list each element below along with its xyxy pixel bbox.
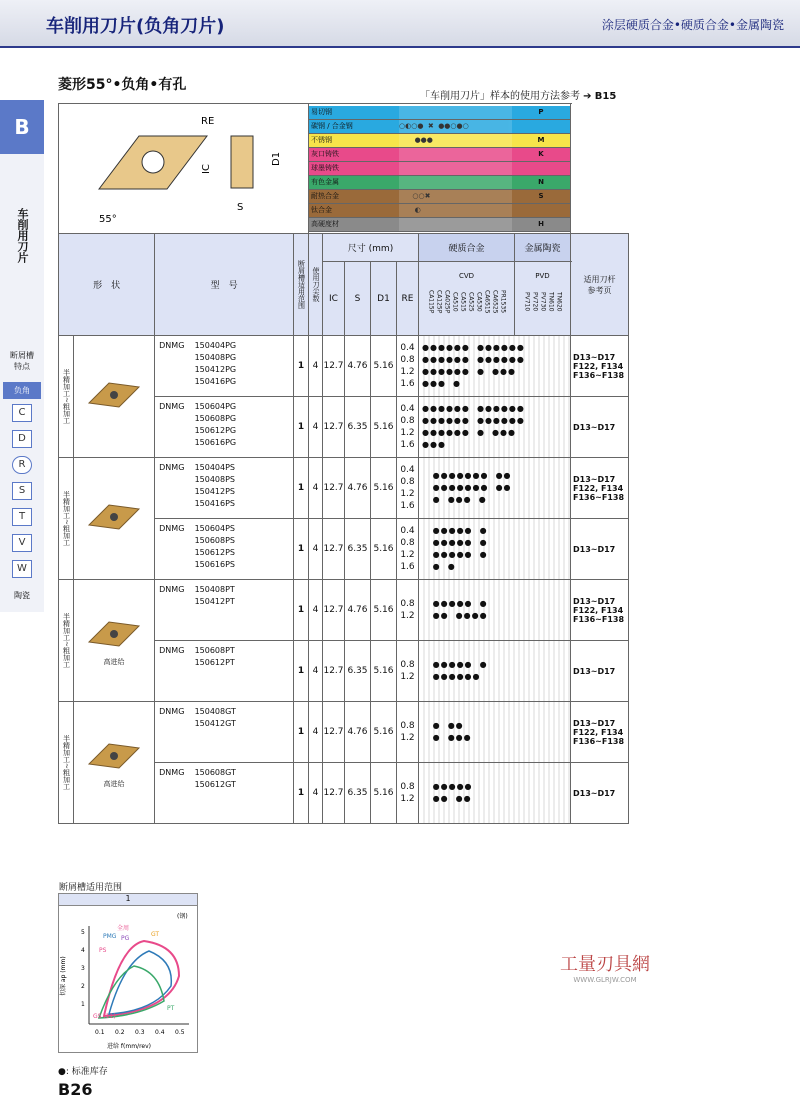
d1-cell: 5.16 — [371, 336, 397, 397]
re-cell: 0.8 1.2 — [397, 641, 419, 702]
material-marks — [399, 162, 512, 175]
machining-label: 半精加工~粗加工 — [59, 702, 74, 824]
holder-cell: D13~D17 F122, F134 F136~F138 — [571, 336, 629, 397]
model-numbers: 150404PS 150408PS 150412PS 150416PS — [194, 463, 236, 508]
material-row — [309, 106, 570, 120]
material-name: 碳钢 / 合金钢 — [309, 120, 399, 133]
edges-cell: 4 — [309, 336, 323, 397]
x-tick-label: 0.3 — [135, 1029, 145, 1036]
holder-cell: D13~D17 F122, F134 F136~F138 — [571, 580, 629, 641]
chart-ylabel: 切深 ap (mm) — [60, 956, 67, 996]
reference-page[interactable]: B15 — [594, 91, 617, 102]
watermark — [540, 950, 670, 984]
col-cermet: 金属陶瓷 — [515, 234, 571, 262]
s-cell: 6.35 — [345, 519, 371, 580]
col-ic: IC — [323, 262, 345, 336]
watermark-url: WWW.GLRJW.COM — [573, 976, 637, 984]
model-cell — [155, 336, 294, 397]
d1-cell: 5.16 — [371, 580, 397, 641]
table-row — [59, 336, 629, 397]
grade-label-group — [419, 280, 514, 326]
re-cell: 0.8 1.2 — [397, 763, 419, 824]
range-cell: 1 — [294, 641, 309, 702]
nav-shape-d[interactable]: D — [12, 430, 32, 448]
col-s: S — [345, 262, 371, 336]
material-code: H — [512, 218, 570, 231]
model-cell — [155, 702, 294, 763]
chart-plot — [59, 906, 197, 1052]
material-name: 有色金属 — [309, 176, 399, 189]
reference-note: 「车削用刀片」样本的使用方法参考 ➔ B15 — [420, 91, 617, 102]
model-cell — [155, 763, 294, 824]
holder-cell: D13~D17 — [571, 763, 629, 824]
series-label: PS — [99, 947, 107, 954]
col-model: 型 号 — [155, 234, 294, 336]
col-edges: 使用刀尖数 — [309, 234, 323, 336]
footer-legend: ●: 标准库存 — [58, 1067, 108, 1077]
page-header — [0, 0, 800, 48]
y-tick-label: 3 — [81, 965, 85, 972]
nav-ceramic[interactable]: 陶瓷 — [14, 591, 30, 600]
material-code: P — [512, 106, 570, 119]
ic-cell: 12.7 — [323, 580, 345, 641]
machining-label: 半精加工~粗加工 — [59, 336, 74, 458]
grade-label: CA025P — [443, 289, 451, 314]
grade-cvd-header — [419, 262, 515, 336]
nav-shape-w[interactable]: W — [12, 560, 32, 578]
d1-cell: 5.16 — [371, 641, 397, 702]
grade-label: CA6525 — [491, 289, 499, 314]
y-tick-label: 5 — [81, 929, 85, 936]
note-label: 高进给 — [103, 780, 125, 788]
grade-label: PV720 — [531, 291, 539, 312]
nav-shape-v[interactable]: V — [12, 534, 32, 552]
model-numbers: 150604PS 150608PS 150612PS 150616PS — [194, 524, 236, 569]
model-numbers: 150608PT 150612PT — [194, 646, 235, 667]
grade-marks-cell: ●●●●● ● ●● ●●●● — [419, 580, 571, 641]
machining-label: 半精加工~粗加工 — [59, 458, 74, 580]
re-cell: 0.4 0.8 1.2 1.6 — [397, 336, 419, 397]
material-row — [309, 190, 570, 204]
material-row — [309, 218, 570, 232]
model-code: DNMG — [159, 768, 185, 777]
series-label: PG — [121, 935, 130, 942]
material-name: 钛合金 — [309, 204, 399, 217]
table-row — [59, 458, 629, 519]
re-cell: 0.8 1.2 — [397, 702, 419, 763]
grade-label: TN610 — [547, 291, 555, 312]
ic-cell: 12.7 — [323, 702, 345, 763]
range-cell: 1 — [294, 336, 309, 397]
series-label: PT — [167, 1005, 175, 1012]
material-row — [309, 176, 570, 190]
chart-xlabel: 进给 f(mm/rev) — [107, 1043, 151, 1050]
y-tick-label: 1 — [81, 1001, 85, 1008]
grade-marks-cell: ●●●●●● ●●●●●● ●●●●●● ●●●●●● ●●●●●● ● ●●● ●●● ● — [419, 336, 571, 397]
nav-chipbreaker[interactable]: 断屑槽 特点 — [10, 351, 34, 371]
insert-image — [73, 702, 154, 824]
grade-label: PV730 — [539, 291, 547, 312]
material-band — [309, 104, 571, 234]
d1-cell: 5.16 — [371, 519, 397, 580]
ic-cell: 12.7 — [323, 458, 345, 519]
grade-marks-cell: ●●●●● ●● ●● — [419, 763, 571, 824]
holder-cell: D13~D17 F122, F134 F136~F138 — [571, 458, 629, 519]
grade-label: CA530 — [475, 291, 483, 312]
material-marks: ○○✖ — [399, 190, 512, 203]
material-code — [512, 120, 570, 133]
angle-label: 55° — [99, 214, 117, 225]
grade-marks-cell: ● ●● ● ●●● — [419, 702, 571, 763]
material-name: 耐热合金 — [309, 190, 399, 203]
page-title: 车削用刀片(负角刀片) — [46, 16, 225, 37]
model-code: DNMG — [159, 585, 185, 594]
material-code — [512, 204, 570, 217]
series-label: 全周 — [117, 925, 130, 932]
col-range: 断屑槽适用范围 — [294, 234, 309, 336]
material-row — [309, 120, 570, 134]
material-marks — [399, 176, 512, 189]
material-row — [309, 162, 570, 176]
model-numbers: 150408GT 150412GT — [194, 707, 236, 728]
material-name: 易切钢 — [309, 106, 399, 119]
chart-unit: (钢) — [177, 913, 188, 920]
s-cell: 4.76 — [345, 702, 371, 763]
grade-label: PR1535 — [499, 289, 507, 314]
nav-negative[interactable]: 负角 — [3, 382, 41, 399]
material-marks: ●●● — [399, 134, 512, 147]
range-cell: 1 — [294, 763, 309, 824]
d1-cell: 5.16 — [371, 763, 397, 824]
edges-cell: 4 — [309, 519, 323, 580]
material-name: 球墨铸铁 — [309, 162, 399, 175]
s-cell: 6.35 — [345, 397, 371, 458]
edges-cell: 4 — [309, 397, 323, 458]
edges-cell: 4 — [309, 702, 323, 763]
side-tab-b[interactable]: B — [0, 100, 44, 154]
material-code: M — [512, 134, 570, 147]
series-label: GT — [151, 931, 160, 938]
series-label: PMG — [103, 933, 117, 940]
s-cell: 4.76 — [345, 580, 371, 641]
holder-cell: D13~D17 — [571, 641, 629, 702]
d1-cell: 5.16 — [371, 458, 397, 519]
s-cell: 4.76 — [345, 458, 371, 519]
d1-cell: 5.16 — [371, 702, 397, 763]
range-cell: 1 — [294, 702, 309, 763]
holder-cell: D13~D17 — [571, 397, 629, 458]
insert-image — [73, 458, 154, 580]
x-tick-label: 0.5 — [175, 1029, 185, 1036]
grade-label: CA515 — [459, 291, 467, 312]
material-marks — [399, 218, 512, 231]
ic-label: IC — [201, 164, 212, 174]
range-cell: 1 — [294, 580, 309, 641]
nav-shape-c[interactable]: C — [12, 404, 32, 422]
d1-cell: 5.16 — [371, 397, 397, 458]
chart-title: 断屑槽适用范围 — [59, 883, 123, 893]
s-cell: 4.76 — [345, 336, 371, 397]
edges-cell: 4 — [309, 580, 323, 641]
holder-cell: D13~D17 F122, F134 F136~F138 — [571, 702, 629, 763]
grade-label: CA525 — [467, 291, 475, 312]
note-label: 高进给 — [103, 658, 125, 666]
footer-page-number: B26 — [58, 1080, 93, 1099]
grade-marks-cell: ●●●●● ● ●●●●●● — [419, 641, 571, 702]
nav-shape-r[interactable]: R — [12, 456, 32, 474]
grade-label: PV710 — [523, 291, 531, 312]
y-tick-label: 2 — [81, 983, 85, 990]
grade-marks-cell: ●●●●● ● ●●●●● ● ●●●●● ● ● ● — [419, 519, 571, 580]
insert-diagram — [59, 104, 309, 234]
insert-image — [73, 580, 154, 702]
material-marks — [399, 106, 512, 119]
table-row — [59, 702, 629, 763]
header-right-text: 涂层硬质合金•硬质合金•金属陶瓷 — [601, 18, 784, 32]
model-code: DNMG — [159, 707, 185, 716]
y-tick-label: 4 — [81, 947, 85, 954]
model-numbers: 150404PG 150408PG 150412PG 150416PG — [194, 341, 237, 386]
edges-cell: 4 — [309, 641, 323, 702]
material-code — [512, 162, 570, 175]
grade-marks-cell: ●●●●●● ●●●●●● ●●●●●● ●●●●●● ●●●●●● ● ●●● ●●● — [419, 397, 571, 458]
nav-shape-s[interactable]: S — [12, 482, 32, 500]
ic-cell: 12.7 — [323, 763, 345, 824]
grade-pvd-header — [515, 262, 571, 336]
material-marks — [399, 148, 512, 161]
col-holder: 适用刀杆 参考页 — [571, 234, 629, 336]
col-dims: 尺寸 (mm) — [323, 234, 419, 262]
series-label: GS (11) — [93, 1013, 116, 1020]
material-code: N — [512, 176, 570, 189]
range-cell: 1 — [294, 458, 309, 519]
re-cell: 0.4 0.8 1.2 1.6 — [397, 519, 419, 580]
model-cell — [155, 641, 294, 702]
edges-cell: 4 — [309, 763, 323, 824]
range-cell: 1 — [294, 519, 309, 580]
model-cell — [155, 580, 294, 641]
material-row — [309, 134, 570, 148]
grade-label: CA6515 — [483, 289, 491, 314]
grade-label: CA115P — [427, 289, 435, 314]
chart-header: 1 — [59, 894, 197, 906]
model-code: DNMG — [159, 463, 185, 472]
model-cell — [155, 519, 294, 580]
reference-text: 「车削用刀片」样本的使用方法参考 — [420, 91, 580, 102]
material-marks: ○◐○● ✖ ●●○●○ — [399, 120, 512, 133]
x-tick-label: 0.2 — [115, 1029, 125, 1036]
watermark-name: 工量刃具網 — [560, 954, 650, 975]
s-label: S — [237, 202, 244, 213]
material-row — [309, 148, 570, 162]
model-code: DNMG — [159, 524, 185, 533]
cvd-label: CVD — [458, 271, 475, 280]
d1-label: D1 — [271, 151, 282, 166]
material-name: 高硬度材 — [309, 218, 399, 231]
re-cell: 0.4 0.8 1.2 1.6 — [397, 397, 419, 458]
grade-label: CA125P — [435, 289, 443, 314]
ic-cell: 12.7 — [323, 641, 345, 702]
x-tick-label: 0.4 — [155, 1029, 165, 1036]
chipbreaker-chart — [58, 883, 198, 1053]
model-code: DNMG — [159, 402, 185, 411]
model-code: DNMG — [159, 341, 185, 350]
insert-geometry-drawing — [59, 104, 307, 230]
grade-label: CA510 — [451, 291, 459, 312]
x-tick-label: 0.1 — [95, 1029, 105, 1036]
s-cell: 6.35 — [345, 763, 371, 824]
re-cell: 0.8 1.2 — [397, 580, 419, 641]
grade-marks-cell: ●●●●●●● ●● ●●●●●●● ●● ● ●●● ● — [419, 458, 571, 519]
ic-cell: 12.7 — [323, 397, 345, 458]
material-code: S — [512, 190, 570, 203]
col-shape: 形 状 — [59, 234, 155, 336]
grade-label: TN620 — [555, 291, 563, 312]
machining-label: 半精加工~粗加工 — [59, 580, 74, 702]
material-name: 不锈钢 — [309, 134, 399, 147]
vertical-section-title: 车削用刀片 — [16, 208, 29, 263]
model-numbers: 150608GT 150612GT — [194, 768, 236, 789]
model-numbers: 150604PG 150608PG 150612PG 150616PG — [194, 402, 237, 447]
edges-cell: 4 — [309, 458, 323, 519]
material-name: 灰口铸铁 — [309, 148, 399, 161]
col-d1: D1 — [371, 262, 397, 336]
material-marks: ◐ — [399, 204, 512, 217]
section-title: 菱形55°•负角•有孔 — [58, 77, 187, 93]
pvd-label: PVD — [535, 271, 550, 280]
holder-cell: D13~D17 — [571, 519, 629, 580]
material-row — [309, 204, 570, 218]
insert-table — [58, 103, 629, 824]
model-code: DNMG — [159, 646, 185, 655]
model-cell — [155, 458, 294, 519]
range-cell: 1 — [294, 397, 309, 458]
re-cell: 0.4 0.8 1.2 1.6 — [397, 458, 419, 519]
nav-shape-t[interactable]: T — [12, 508, 32, 526]
ic-cell: 12.7 — [323, 519, 345, 580]
col-carbide: 硬质合金 — [419, 234, 515, 262]
ic-cell: 12.7 — [323, 336, 345, 397]
grade-label-group-2 — [515, 280, 570, 326]
model-numbers: 150408PT 150412PT — [194, 585, 235, 606]
s-cell: 6.35 — [345, 641, 371, 702]
insert-image — [73, 336, 154, 458]
model-cell — [155, 397, 294, 458]
material-code: K — [512, 148, 570, 161]
table-row — [59, 580, 629, 641]
col-re: RE — [397, 262, 419, 336]
re-label: RE — [201, 116, 215, 127]
